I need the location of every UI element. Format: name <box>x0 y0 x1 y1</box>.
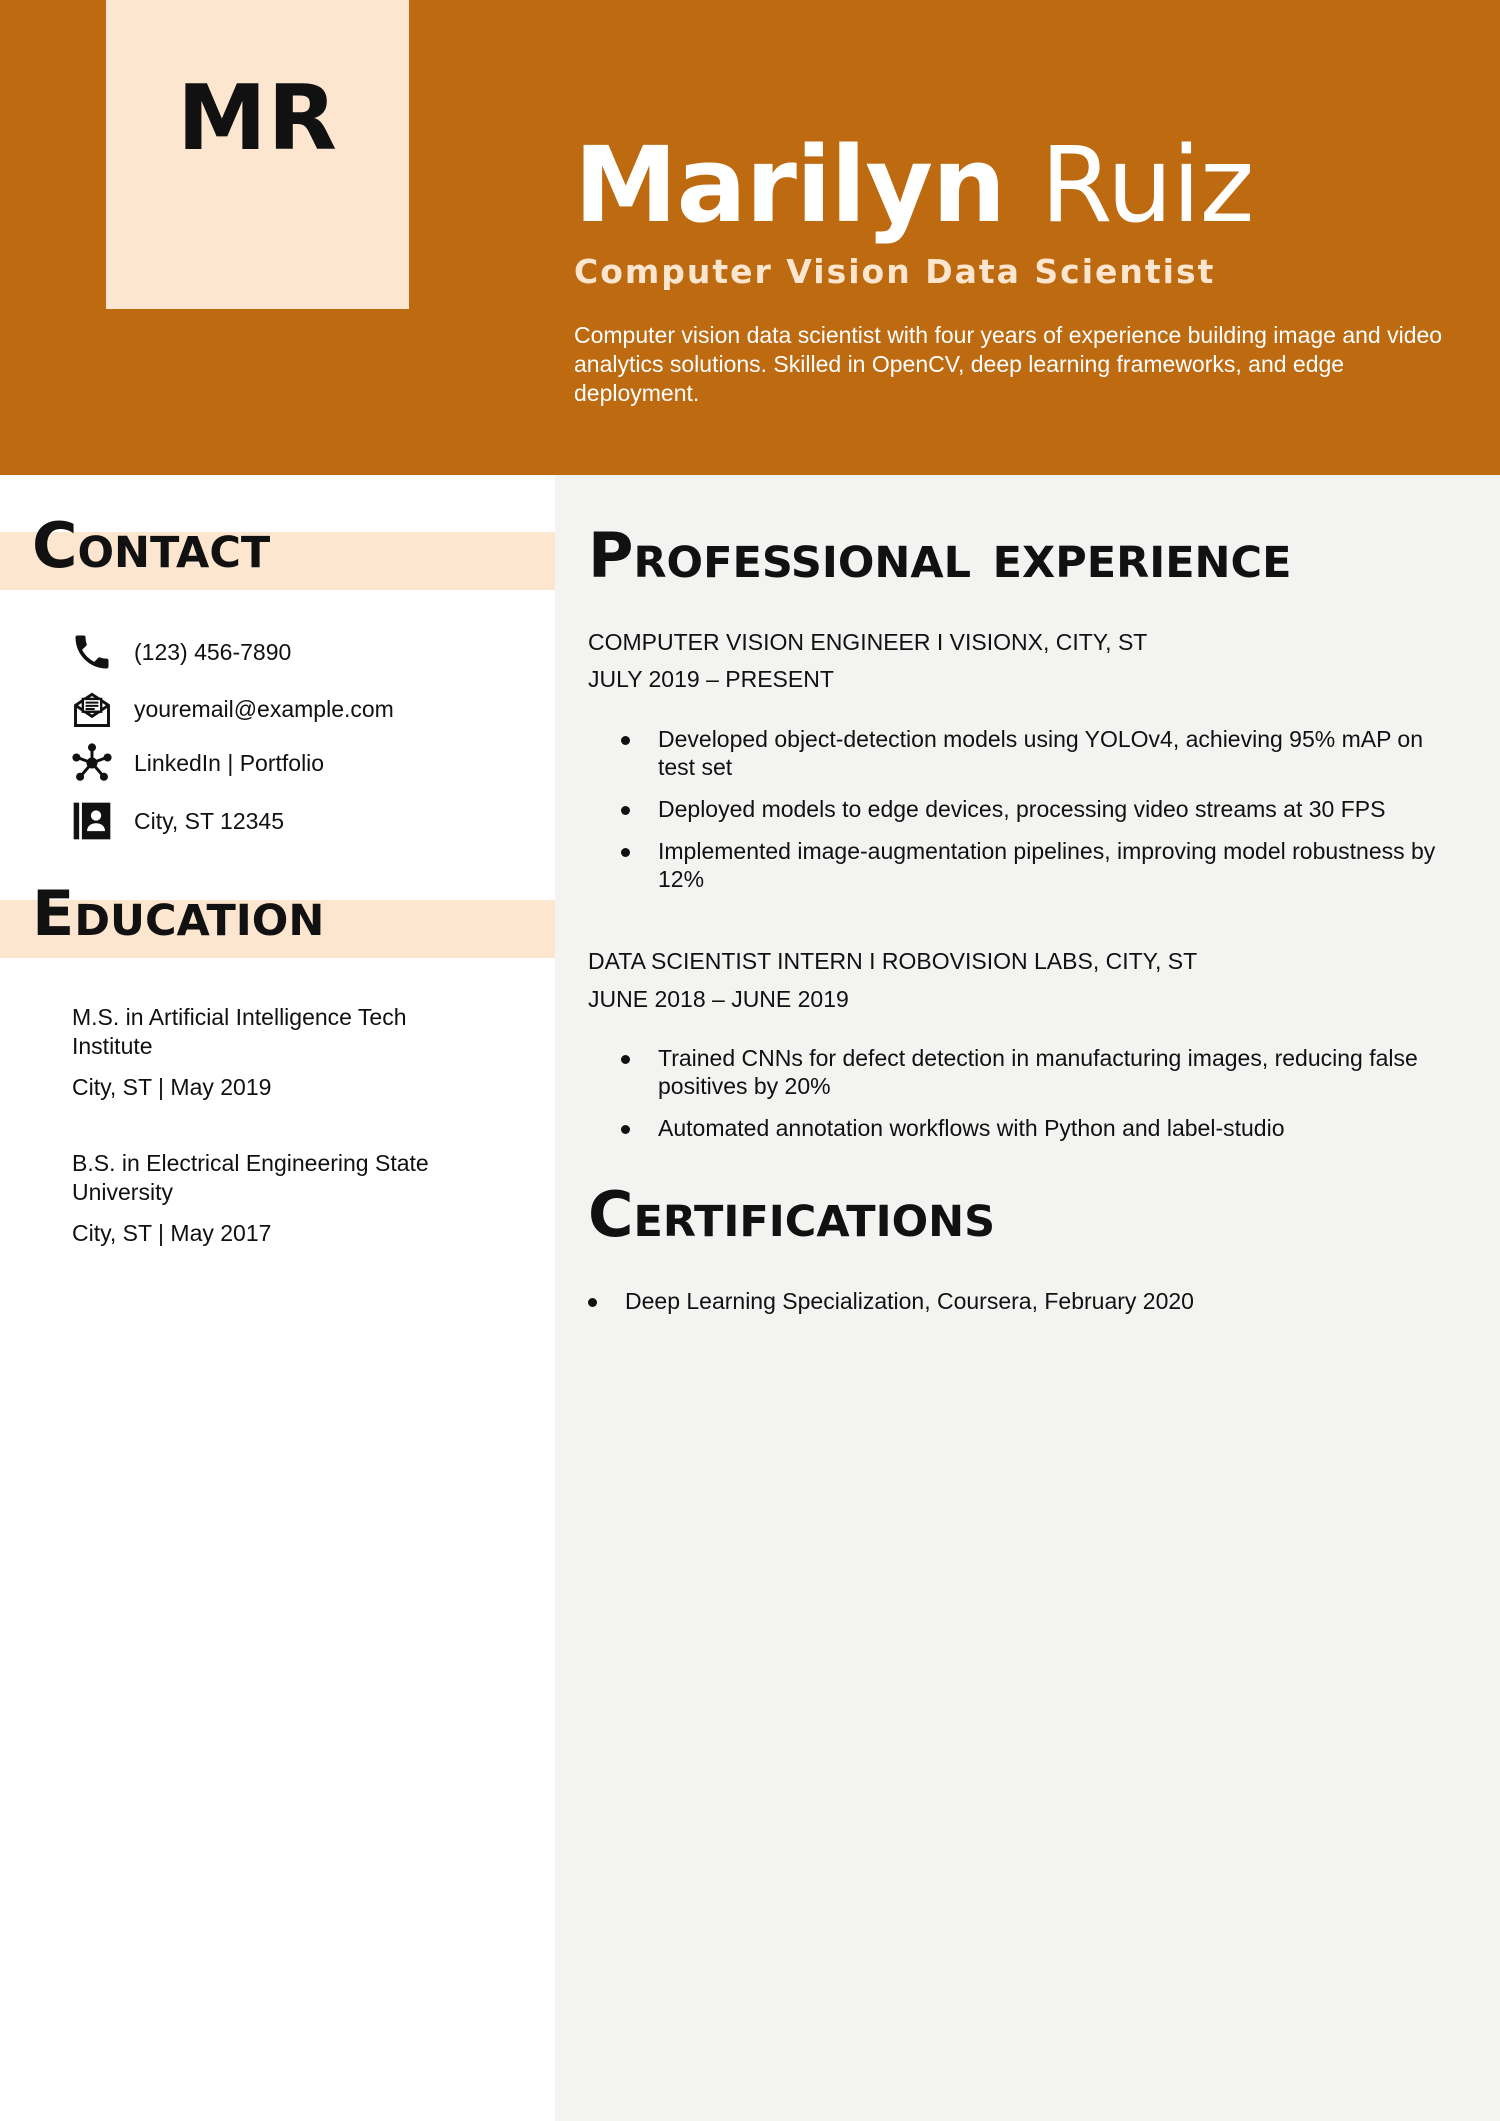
sidebar <box>0 475 555 2121</box>
contact-address[interactable] <box>70 799 284 843</box>
last-name: Ruiz <box>1040 124 1254 246</box>
education-degree: B.S. in Electrical Engineering State University <box>72 1150 429 1205</box>
email-icon <box>70 687 114 731</box>
education-heading: Education <box>32 877 325 950</box>
contact-phone[interactable] <box>70 630 291 674</box>
contact-email[interactable] <box>70 687 394 731</box>
address-book-icon <box>70 799 114 843</box>
bullet-item: Deployed models to edge devices, processing video streams at 30 FPS <box>588 795 1458 823</box>
monogram-box <box>106 0 409 309</box>
job-title: Computer Vision Data Scientist <box>574 252 1216 291</box>
network-icon <box>70 741 114 785</box>
header-banner <box>0 0 1500 475</box>
experience-heading: Professional experience <box>588 519 1292 592</box>
certification-item: Deep Learning Specialization, Coursera, February 2020 <box>588 1287 1458 1315</box>
phone-icon <box>70 630 114 674</box>
contact-heading: Contact <box>32 509 271 582</box>
candidate-name <box>574 120 1253 250</box>
job-dates: JUNE 2018 – JUNE 2019 <box>588 986 849 1012</box>
education-item <box>72 1003 472 1102</box>
bullet-item: Developed object-detection models using YOLOv4, achieving 95% mAP on test set <box>588 725 1458 781</box>
job-bullets <box>588 1044 1458 1156</box>
job-title-company: COMPUTER VISION ENGINEER I VISIONX, CITY, ST <box>588 629 1148 655</box>
education-degree: M.S. in Artificial Intelligence Tech Institute <box>72 1004 407 1059</box>
address-text: City, ST 12345 <box>134 807 285 834</box>
certifications-heading: Certifications <box>588 1178 996 1251</box>
job-dates: JULY 2019 – PRESENT <box>588 666 834 692</box>
contact-links[interactable] <box>70 741 324 785</box>
phone-text: (123) 456-7890 <box>134 638 292 665</box>
job-bullets <box>588 725 1458 907</box>
bullet-item: Trained CNNs for defect detection in manufacturing images, reducing false positives by 20% <box>588 1044 1458 1100</box>
first-name: Marilyn <box>574 124 1006 246</box>
bullet-item: Automated annotation workflows with Python and label-studio <box>588 1114 1458 1142</box>
bullet-item: Implemented image-augmentation pipelines, improving model robustness by 12% <box>588 837 1458 893</box>
education-item <box>72 1149 472 1248</box>
certification-list <box>588 1287 1458 1329</box>
education-location-date: City, ST | May 2017 <box>72 1220 272 1246</box>
links-text: LinkedIn | Portfolio <box>134 749 325 776</box>
job-title-company: DATA SCIENTIST INTERN I ROBOVISION LABS, CITY, ST <box>588 948 1198 974</box>
summary: Computer vision data scientist with four years of experience building image and video analytics solutions. Skilled in OpenCV, deep learning frameworks, and edge deployment. <box>574 322 1443 406</box>
email-text: youremail@example.com <box>134 695 394 722</box>
monogram: MR <box>177 66 338 171</box>
education-location-date: City, ST | May 2019 <box>72 1074 272 1100</box>
